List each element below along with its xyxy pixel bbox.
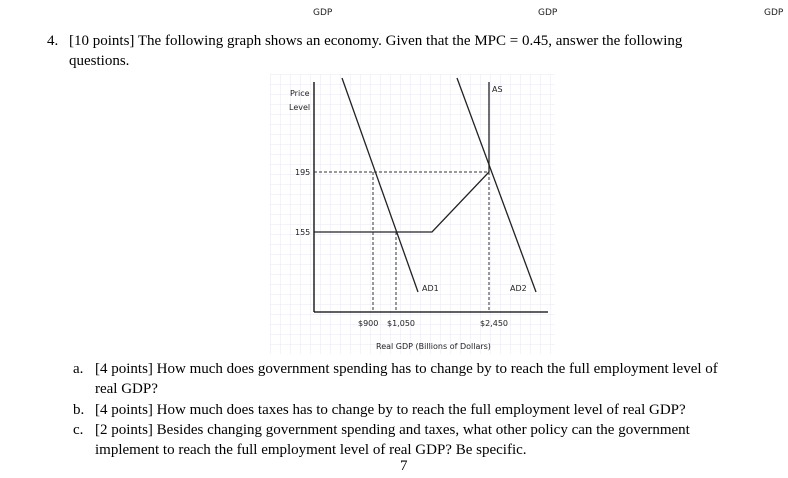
economy-graph xyxy=(270,74,555,354)
subquestion-a-line1: [4 points] How much does government spending has to change by to reach the full employment level of xyxy=(95,361,718,377)
question-text-line2: questions. xyxy=(69,53,130,69)
subquestion-b-line1: [4 points] How much does taxes has to change by to reach the full employment level of real GDP? xyxy=(95,402,686,418)
x-tick-2450: $2,450 xyxy=(480,319,508,328)
ad2-label: AD2 xyxy=(510,284,527,293)
header-gdp-label-1: GDP xyxy=(313,8,333,18)
subquestion-c-label: c. xyxy=(73,422,84,438)
question-number: 4. xyxy=(47,33,59,49)
x-axis-label: Real GDP (Billions of Dollars) xyxy=(376,342,491,351)
y-tick-195: 195 xyxy=(295,168,311,177)
subquestion-b-label: b. xyxy=(73,402,85,418)
x-tick-900: $900 xyxy=(358,319,379,328)
subquestion-c-line1: [2 points] Besides changing government spending and taxes, what other policy can the government xyxy=(95,422,690,438)
ad1-label: AD1 xyxy=(422,284,439,293)
header-gdp-label-3: GDP xyxy=(764,8,784,18)
question-text-line1: [10 points] The following graph shows an economy. Given that the MPC = 0.45, answer the following xyxy=(69,33,683,49)
subquestion-a xyxy=(73,359,773,399)
header-gdp-label-2: GDP xyxy=(538,8,558,18)
subquestion-c xyxy=(73,420,773,460)
subquestion-b xyxy=(73,400,773,420)
question-4 xyxy=(47,31,747,71)
y-axis-label-line2: Level xyxy=(289,103,311,112)
page-number: 7 xyxy=(400,458,408,474)
as-label: AS xyxy=(492,85,503,94)
subquestion-a-label: a. xyxy=(73,361,84,377)
subquestion-a-line2: real GDP? xyxy=(95,381,158,397)
y-axis-label-line1: Price xyxy=(290,89,310,98)
y-tick-155: 155 xyxy=(295,228,311,237)
subquestion-c-line2: implement to reach the full employment level of real GDP? Be specific. xyxy=(95,442,527,458)
x-tick-1050: $1,050 xyxy=(387,319,415,328)
